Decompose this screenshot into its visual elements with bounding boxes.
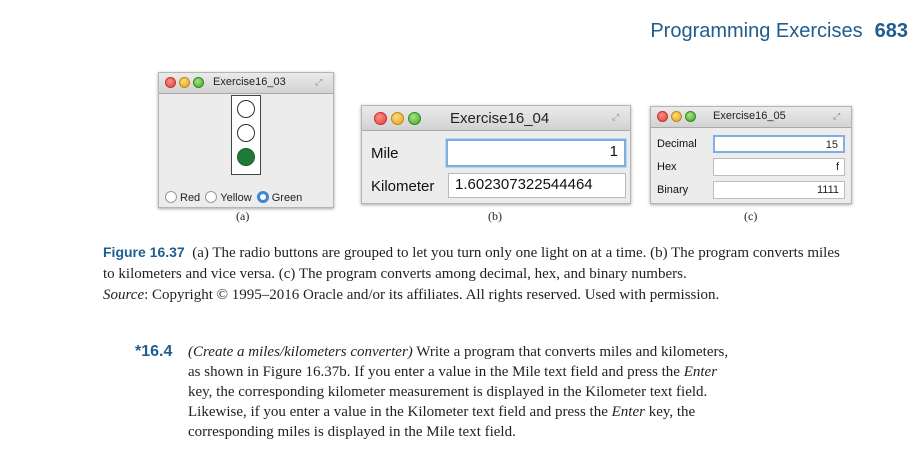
green-lamp [237,148,255,166]
traffic-light [231,95,261,175]
window-controls [165,77,207,91]
radio-red[interactable] [165,191,200,204]
exercise16-03-window [158,72,334,208]
window-controls [657,111,699,125]
radio-circle-icon[interactable] [205,191,217,203]
close-button[interactable] [165,77,176,88]
binary-label: Binary [657,184,689,196]
red-lamp [237,100,255,118]
hex-label: Hex [657,161,677,173]
kilometer-label: Kilometer [371,178,435,195]
mile-field[interactable]: 1 [446,139,626,167]
window-controls [374,112,425,129]
exercise-text: key, the corresponding miles is displayed in the Mile text field. [188,404,696,440]
enter-key: Enter [611,404,645,420]
window-titlebar [362,106,630,131]
binary-field[interactable]: 1111 [713,181,845,199]
yellow-lamp [237,124,255,142]
exercise16-05-window [650,106,852,204]
caption-text: (a) The radio buttons are grouped to let you turn only one light on at a time. (b) The program converts miles to kilometers and vice versa. (c) The program converts among decimal, hex, and binary numbers. [103,245,840,282]
radio-green[interactable] [257,191,303,204]
radio-selected-icon[interactable] [257,191,269,203]
mile-label: Mile [371,145,399,162]
running-head-title: Programming Exercises [650,20,863,42]
radio-label: Green [271,192,303,204]
exercise-number: *16.4 [135,343,173,360]
decimal-label: Decimal [657,138,697,150]
window-title: Exercise16_04 [450,110,550,127]
source-label: Source [103,287,145,303]
exercise-title: (Create a miles/kilometers converter) [188,344,413,360]
resize-icon[interactable]: ⤢ [612,112,620,122]
exercise-text: key, the corresponding kilometer measurement is displayed in the Kilometer text field. Likewise, if you enter a value in the Kilometer text field and press the [188,384,708,420]
source-text: : Copyright © 1995–2016 Oracle and/or its affiliates. All rights reserved. Used with permission. [144,287,720,303]
zoom-button[interactable] [685,111,696,122]
figure-b-label: (b) [488,209,502,223]
exercise-text: Write a program that converts miles and kilometers, as shown in Figure 16.37b. If you enter a value in the Mile text field and press the [188,344,729,380]
radio-label: Red [180,192,201,204]
close-button[interactable] [374,112,387,125]
window-title: Exercise16_03 [213,76,286,88]
kilometer-field[interactable]: 1.602307322544464 [448,173,626,198]
window-titlebar [651,107,851,128]
exercise-16-4 [135,342,735,442]
decimal-field[interactable]: 15 [713,135,845,153]
close-button[interactable] [657,111,668,122]
minimize-button[interactable] [671,111,682,122]
window-titlebar [159,73,333,94]
resize-icon[interactable]: ⤢ [315,77,323,87]
radio-yellow[interactable] [205,191,251,204]
figure-tag: Figure 16.37 [103,244,185,260]
radio-label: Yellow [220,192,252,204]
exercise16-04-window [361,105,631,204]
hex-field[interactable]: f [713,158,845,176]
minimize-button[interactable] [179,77,190,88]
resize-icon[interactable]: ⤢ [833,111,841,121]
minimize-button[interactable] [391,112,404,125]
running-head [650,20,908,43]
page-number: 683 [874,20,908,42]
zoom-button[interactable] [193,77,204,88]
figure-a-label: (a) [236,209,250,223]
light-radio-group [165,191,304,204]
enter-key: Enter [683,364,718,380]
window-title: Exercise16_05 [713,110,786,122]
radio-circle-icon[interactable] [165,191,177,203]
exercise-body [188,342,735,442]
figure-c-label: (c) [744,209,758,223]
zoom-button[interactable] [408,112,421,125]
figure-caption [103,242,843,306]
